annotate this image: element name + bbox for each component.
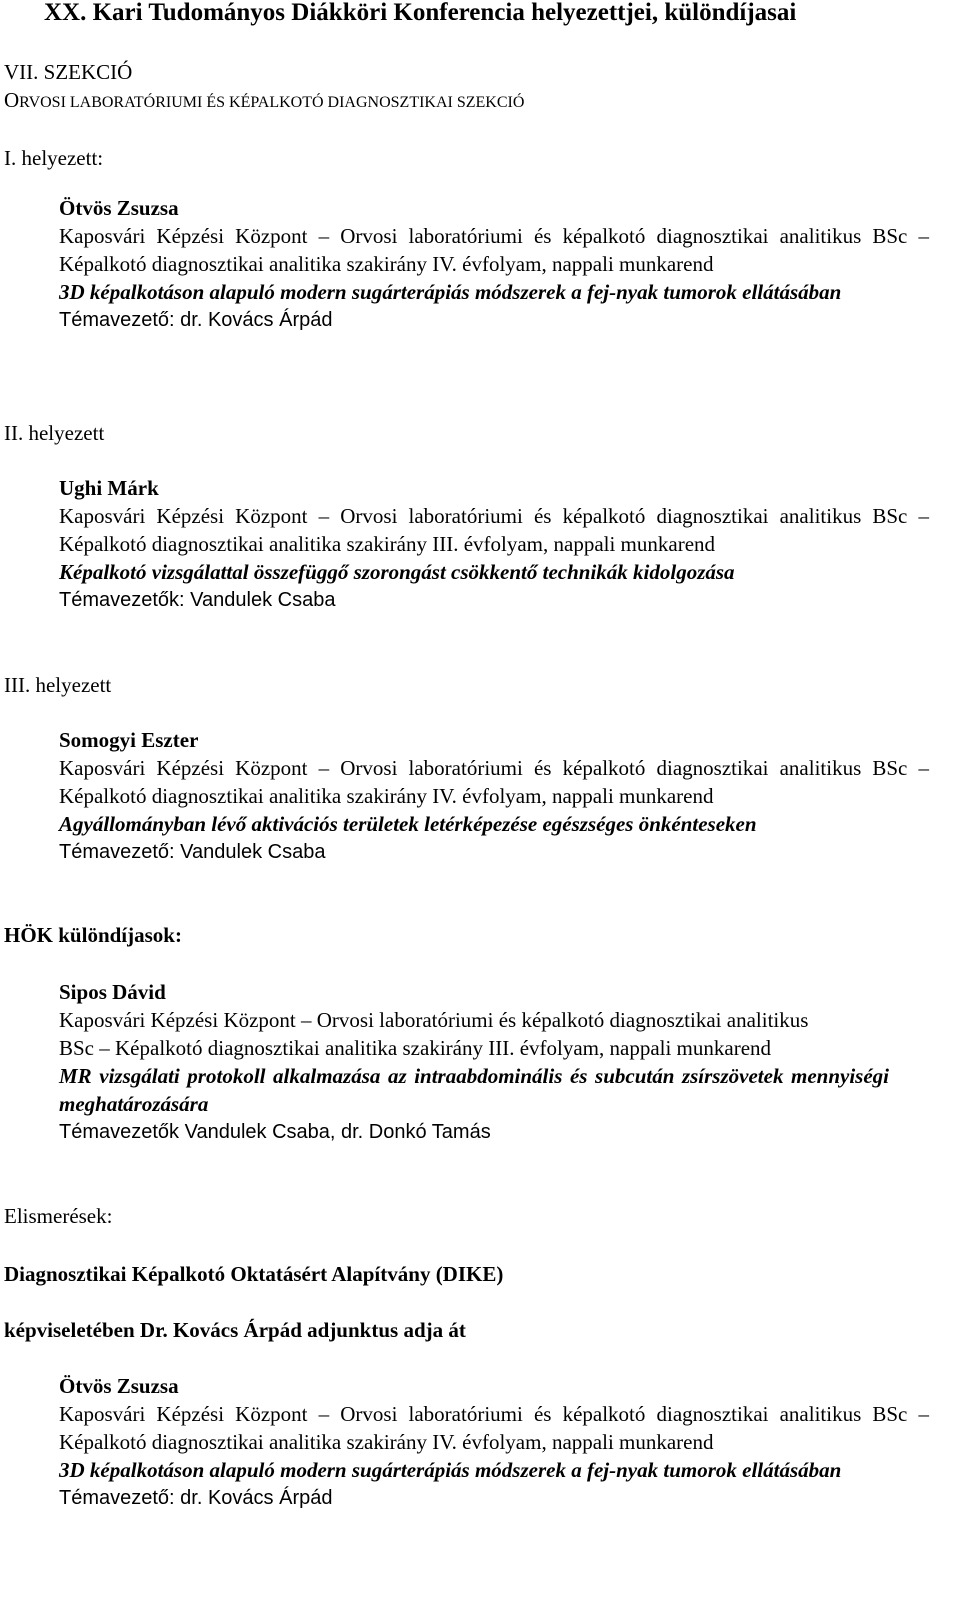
thesis-title: Képalkotó vizsgálattal összefüggő szorongást csökkentő technikák kidolgozása	[59, 560, 735, 584]
student-name: Somogyi Eszter	[59, 728, 199, 752]
document-title: XX. Kari Tudományos Diákköri Konferencia helyezettjei, különdíjasai	[44, 0, 797, 26]
section-subtitle	[4, 87, 524, 116]
foundation-name: Diagnosztikai Képalkotó Oktatásért Alapítvány (DIKE)	[4, 1262, 504, 1286]
supervisor-text: Témavezetők: Vandulek Csaba	[59, 589, 336, 611]
supervisor-text: Témavezető: Vandulek Csaba	[59, 841, 326, 863]
thesis-title: MR vizsgálati protokoll alkalmazása az intraabdominális és subcután zsírszövetek mennyiségi meghatározására	[59, 1064, 889, 1116]
entry-hok	[59, 978, 929, 1146]
supervisor-text: Témavezető: dr. Kovács Árpád	[59, 1487, 333, 1509]
entry-place-3	[59, 726, 929, 866]
supervisor-text: Témavezetők Vandulek Csaba, dr. Donkó Tamás	[59, 1121, 491, 1143]
institution-text: Kaposvári Képzési Központ – Orvosi laboratóriumi és képalkotó diagnosztikai analitikus BSc – Képalkotó diagnosztikai analitika szakirány IV. évfolyam, nappali munkarend	[59, 1402, 929, 1454]
student-name: Sipos Dávid	[59, 980, 166, 1004]
section-heading: VII. SZEKCIÓ	[4, 60, 133, 84]
section-subtitle-rest: RVOSI LABORATÓRIUMI ÉS KÉPALKOTÓ DIAGNOSZTIKAI SZEKCIÓ	[19, 94, 525, 111]
thesis-title: 3D képalkotáson alapuló modern sugárterápiás módszerek a fej-nyak tumorok ellátásában	[59, 280, 842, 304]
place-label-3: III. helyezett	[4, 673, 112, 697]
entry-recognition	[59, 1372, 929, 1512]
entry-place-2	[59, 474, 929, 614]
entry-place-1	[59, 194, 929, 334]
place-label-2: II. helyezett	[4, 421, 105, 445]
presenter-text: képviseletében Dr. Kovács Árpád adjunktus adja át	[4, 1318, 466, 1342]
student-name: Ughi Márk	[59, 476, 159, 500]
hok-heading: HÖK különdíjasok:	[4, 923, 182, 947]
section-subtitle-initial: O	[4, 88, 20, 112]
student-name: Ötvös Zsuzsa	[59, 196, 179, 220]
thesis-title: Agyállományban lévő aktivációs területek letérképezése egészséges önkénteseken	[59, 812, 757, 836]
student-name: Ötvös Zsuzsa	[59, 1374, 179, 1398]
institution-text: Kaposvári Képzési Központ – Orvosi laboratóriumi és képalkotó diagnosztikai analitikus BSc – Képalkotó diagnosztikai analitika szakirány III. évfolyam, nappali munkarend	[59, 504, 929, 556]
place-label-1: I. helyezett:	[4, 146, 104, 170]
institution-text: Kaposvári Képzési Központ – Orvosi laboratóriumi és képalkotó diagnosztikai analitikus BSc – Képalkotó diagnosztikai analitika szakirány IV. évfolyam, nappali munkarend	[59, 224, 929, 276]
recognitions-heading: Elismerések:	[4, 1204, 113, 1228]
supervisor-text: Témavezető: dr. Kovács Árpád	[59, 309, 333, 331]
thesis-title: 3D képalkotáson alapuló modern sugárterápiás módszerek a fej-nyak tumorok ellátásában	[59, 1458, 842, 1482]
institution-text: Kaposvári Képzési Központ – Orvosi laboratóriumi és képalkotó diagnosztikai analitikus BSc – Képalkotó diagnosztikai analitika szakirány III. évfolyam, nappali munkarend	[59, 1008, 809, 1060]
institution-text: Kaposvári Képzési Központ – Orvosi laboratóriumi és képalkotó diagnosztikai analitikus BSc – Képalkotó diagnosztikai analitika szakirány IV. évfolyam, nappali munkarend	[59, 756, 929, 808]
